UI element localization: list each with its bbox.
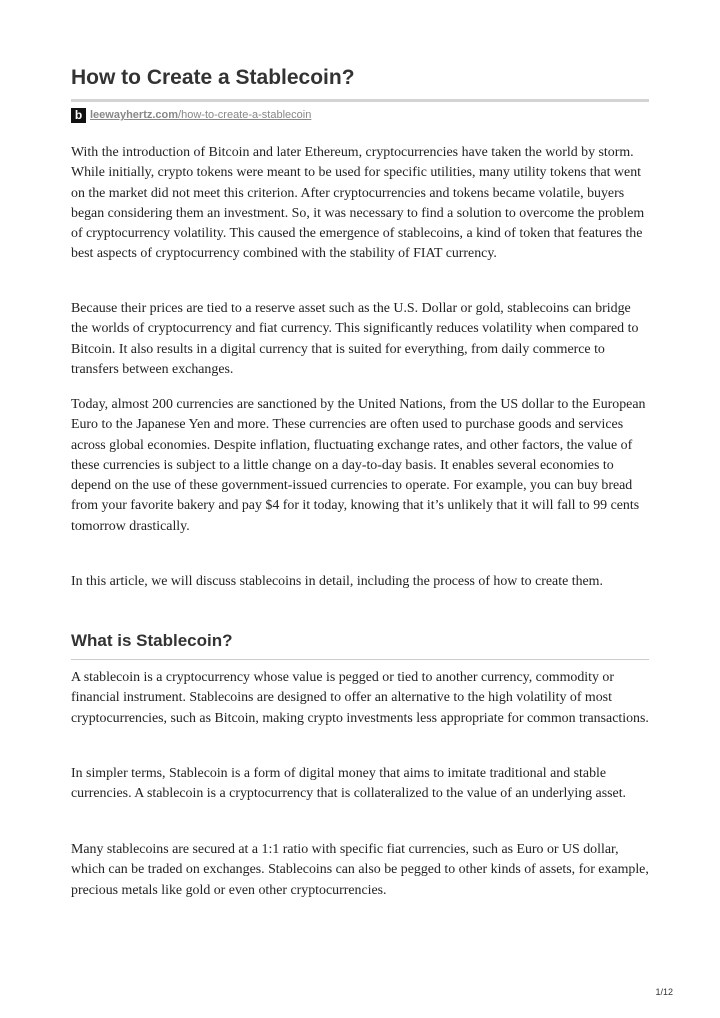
page-title: How to Create a Stablecoin? — [71, 66, 355, 89]
page-number: 1/12 — [655, 987, 673, 997]
intro-paragraph-4: In this article, we will discuss stablecoins in detail, including the process of how to create them. — [71, 574, 603, 589]
section-divider — [71, 659, 649, 660]
section-heading: What is Stablecoin? — [71, 631, 233, 650]
section-paragraph-3: Many stablecoins are secured at a 1:1 ratio with specific fiat currencies, such as Euro or US dollar, which can be traded on exchanges. Stablecoins can also be pegged to other kinds of assets, for example, precious metals like gold or even other cryptocurrencies. — [71, 842, 649, 898]
source-path[interactable]: /how-to-create-a-stablecoin — [178, 109, 312, 121]
source-domain[interactable]: leewayhertz.com — [90, 109, 179, 121]
title-divider — [71, 99, 649, 102]
intro-paragraph-1: With the introduction of Bitcoin and later Ethereum, cryptocurrencies have taken the world by storm. While initially, crypto tokens were meant to be used for specific utilities, many utility tokens that went on the market did not meet this criterion. After cryptocurrencies and tokens became volatile, buyers began considering them an investment. So, it was necessary to find a solution to overcome the problem of cryptocurrency volatility. This caused the emergence of stablecoins, a kind of token that features the best aspects of cryptocurrency combined with the stability of FIAT currency. — [71, 145, 645, 262]
intro-paragraph-2: Because their prices are tied to a reserve asset such as the U.S. Dollar or gold, stablecoins can bridge the worlds of cryptocurrency and fiat currency. This significantly reduces volatility when compared to Bitcoin. It also results in a digital currency that is suited for everything, from daily commerce to transfers between exchanges. — [71, 301, 639, 377]
site-logo-icon: b — [71, 108, 86, 123]
intro-paragraph-3: Today, almost 200 currencies are sanctioned by the United Nations, from the US dollar to the European Euro to the Japanese Yen and more. These currencies are often used to purchase goods and services across global economies. Despite inflation, fluctuating exchange rates, and other factors, the value of these currencies is subject to a little change on a day-to-day basis. It enables several economies to depend on the use of these government-issued currencies to operate. For example, you can buy bread from your favorite bakery and pay $4 for it today, knowing that it’s unlikely that it will fall to 99 cents tomorrow drastically. — [71, 397, 646, 534]
section-paragraph-2: In simpler terms, Stablecoin is a form of digital money that aims to imitate traditional and stable currencies. A stablecoin is a cryptocurrency that is collateralized to the value of an underlying asset. — [71, 766, 627, 802]
source-link[interactable] — [71, 107, 311, 123]
section-paragraph-1: A stablecoin is a cryptocurrency whose value is pegged or tied to another currency, commodity or financial instrument. Stablecoins are designed to offer an alternative to the high volatility of most cryptocurrencies, such as Bitcoin, making crypto investments less appropriate for common transactions. — [71, 670, 649, 726]
